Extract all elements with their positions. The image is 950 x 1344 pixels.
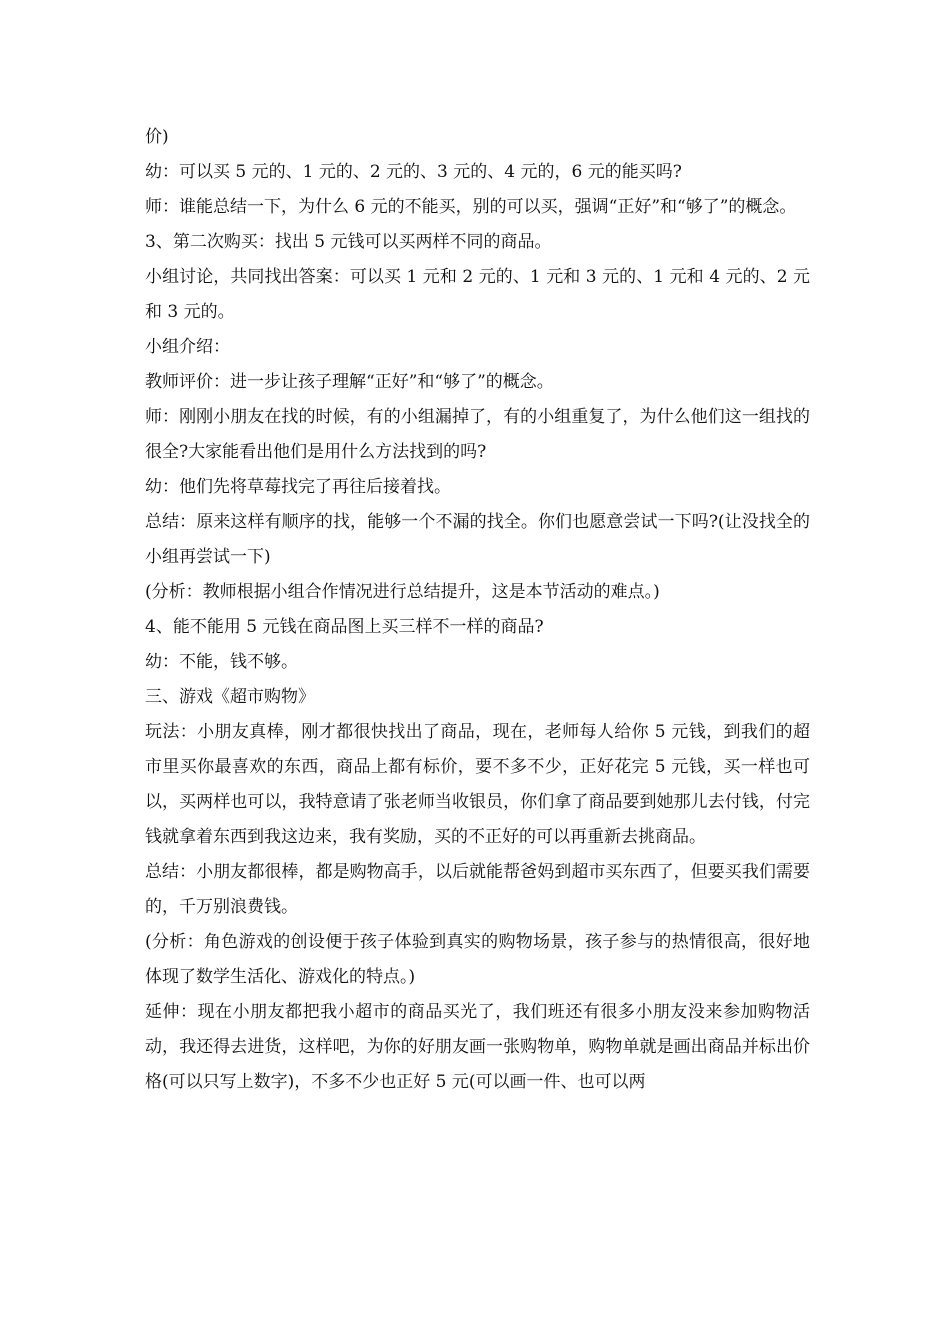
- paragraph: 师：谁能总结一下，为什么 6 元的不能买，别的可以买，强调“正好”和“够了”的概念。: [145, 197, 797, 217]
- section-heading: 三、游戏《超市购物》: [145, 687, 315, 707]
- document-body: [145, 120, 810, 1100]
- paragraph: 玩法：小朋友真棒，刚才都很快找出了商品，现在，老师每人给你 5 元钱，到我们的超市里买你最喜欢的东西，商品上都有标价，要不多不少，正好花完 5 元钱，买一样也可以，买两样也可以，我特意请了张老师当收银员，你们拿了商品要到她那儿去付钱，付完钱就拿着东西到我这边来，我有奖励，买的不正好的可以再重新去挑商品。: [145, 722, 810, 847]
- paragraph: 3、第二次购买：找出 5 元钱可以买两样不同的商品。: [145, 232, 552, 252]
- paragraph: 延伸：现在小朋友都把我小超市的商品买光了，我们班还有很多小朋友没来参加购物活动，我还得去进货，这样吧，为你的好朋友画一张购物单，购物单就是画出商品并标出价格(可以只写上数字)，不多不少也正好 5 元(可以画一件、也可以两: [145, 1002, 810, 1092]
- paragraph: 小组介绍：: [145, 337, 230, 357]
- paragraph: 师：刚刚小朋友在找的时候，有的小组漏掉了，有的小组重复了，为什么他们这一组找的很全?大家能看出他们是用什么方法找到的吗?: [145, 407, 810, 462]
- paragraph: (分析：教师根据小组合作情况进行总结提升，这是本节活动的难点。): [145, 582, 660, 602]
- paragraph: 总结：小朋友都很棒，都是购物高手，以后就能帮爸妈到超市买东西了，但要买我们需要的，千万别浪费钱。: [145, 862, 810, 917]
- paragraph: 价): [145, 127, 169, 147]
- paragraph: 总结：原来这样有顺序的找，能够一个不漏的找全。你们也愿意尝试一下吗?(让没找全的小组再尝试一下): [145, 512, 810, 567]
- paragraph: 幼：不能，钱不够。: [145, 652, 298, 672]
- paragraph: 教师评价：进一步让孩子理解“正好”和“够了”的概念。: [145, 372, 554, 392]
- paragraph: 幼：他们先将草莓找完了再往后接着找。: [145, 477, 451, 497]
- paragraph: 4、能不能用 5 元钱在商品图上买三样不一样的商品?: [145, 617, 544, 637]
- paragraph: (分析：角色游戏的创设便于孩子体验到真实的购物场景，孩子参与的热情很高，很好地体现了数学生活化、游戏化的特点。): [145, 932, 810, 987]
- paragraph: 小组讨论，共同找出答案：可以买 1 元和 2 元的、1 元和 3 元的、1 元和 4 元的、2 元和 3 元的。: [145, 267, 810, 322]
- paragraph: 幼：可以买 5 元的、1 元的、2 元的、3 元的、4 元的，6 元的能买吗?: [145, 162, 682, 182]
